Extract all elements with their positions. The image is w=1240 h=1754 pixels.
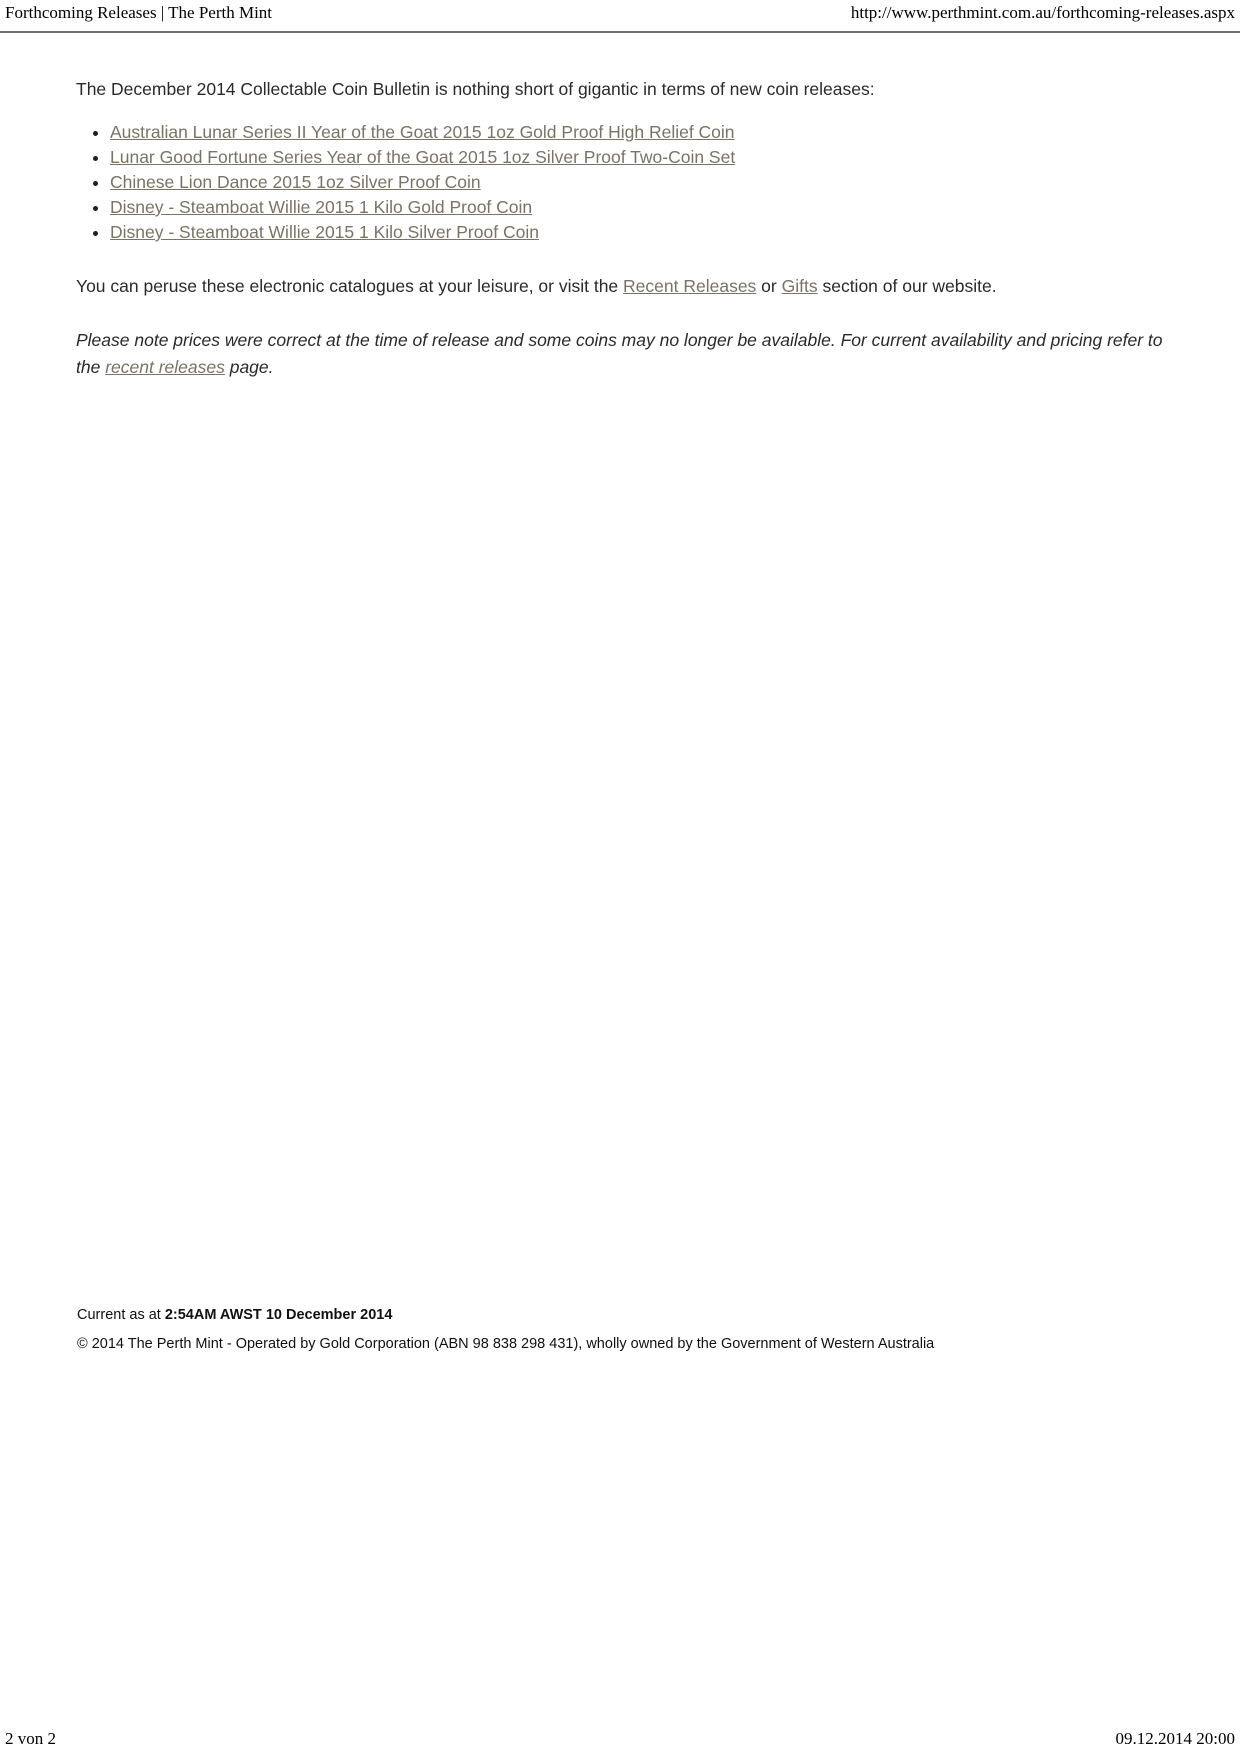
intro-paragraph: The December 2014 Collectable Coin Bulletin is nothing short of gigantic in terms of new coin releases: (76, 79, 875, 99)
notice-text: page. (224, 357, 274, 377)
coin-link-lunar-gold-proof[interactable]: Australian Lunar Series II Year of the Goat 2015 1oz Gold Proof High Relief Coin (110, 122, 735, 142)
coin-link-steamboat-willie-gold[interactable]: Disney - Steamboat Willie 2015 1 Kilo Gold Proof Coin (110, 197, 533, 217)
list-item (110, 148, 1171, 167)
page-content (76, 33, 1171, 381)
peruse-paragraph (76, 275, 1171, 298)
peruse-text: You can peruse these electronic catalogues at your leisure, or visit the (76, 276, 624, 296)
list-item (110, 123, 1171, 142)
pricing-notice-paragraph (76, 327, 1171, 381)
print-footer (5, 1729, 1235, 1749)
list-item (110, 223, 1171, 242)
coin-link-lunar-good-fortune[interactable]: Lunar Good Fortune Series Year of the Goat 2015 1oz Silver Proof Two-Coin Set (110, 147, 736, 167)
print-timestamp: 09.12.2014 20:00 (1115, 1729, 1235, 1748)
current-as-at-line (77, 1306, 934, 1324)
notice-text: Please note prices were correct at the time of release and some coins may no longer be available. For current availability and pricing refer to the (76, 330, 1163, 377)
print-header-title: Forthcoming Releases | The Perth Mint (5, 3, 273, 22)
coin-link-steamboat-willie-silver[interactable]: Disney - Steamboat Willie 2015 1 Kilo Silver Proof Coin (110, 222, 539, 242)
current-as-at-value: 2:54AM AWST 10 December 2014 (164, 1307, 393, 1323)
print-header-url: http://www.perthmint.com.au/forthcoming-releases.aspx (850, 3, 1235, 22)
gifts-link[interactable]: Gifts (781, 276, 818, 296)
page-number: 2 von 2 (5, 1729, 56, 1748)
site-footer (77, 1306, 934, 1353)
print-header (5, 3, 1235, 23)
list-item (110, 173, 1171, 192)
peruse-text: section of our website. (817, 276, 997, 296)
coin-release-list (76, 123, 1171, 242)
copyright-line: © 2014 The Perth Mint - Operated by Gold Corporation (ABN 98 838 298 431), wholly owned by the Government of Western Australia (77, 1336, 935, 1352)
current-as-at-label: Current as at (77, 1307, 165, 1323)
list-item (110, 198, 1171, 217)
peruse-text: or (756, 276, 782, 296)
coin-link-chinese-lion-dance[interactable]: Chinese Lion Dance 2015 1oz Silver Proof Coin (110, 172, 481, 192)
recent-releases-link-italic[interactable]: recent releases (105, 357, 225, 377)
recent-releases-link[interactable]: Recent Releases (623, 276, 757, 296)
